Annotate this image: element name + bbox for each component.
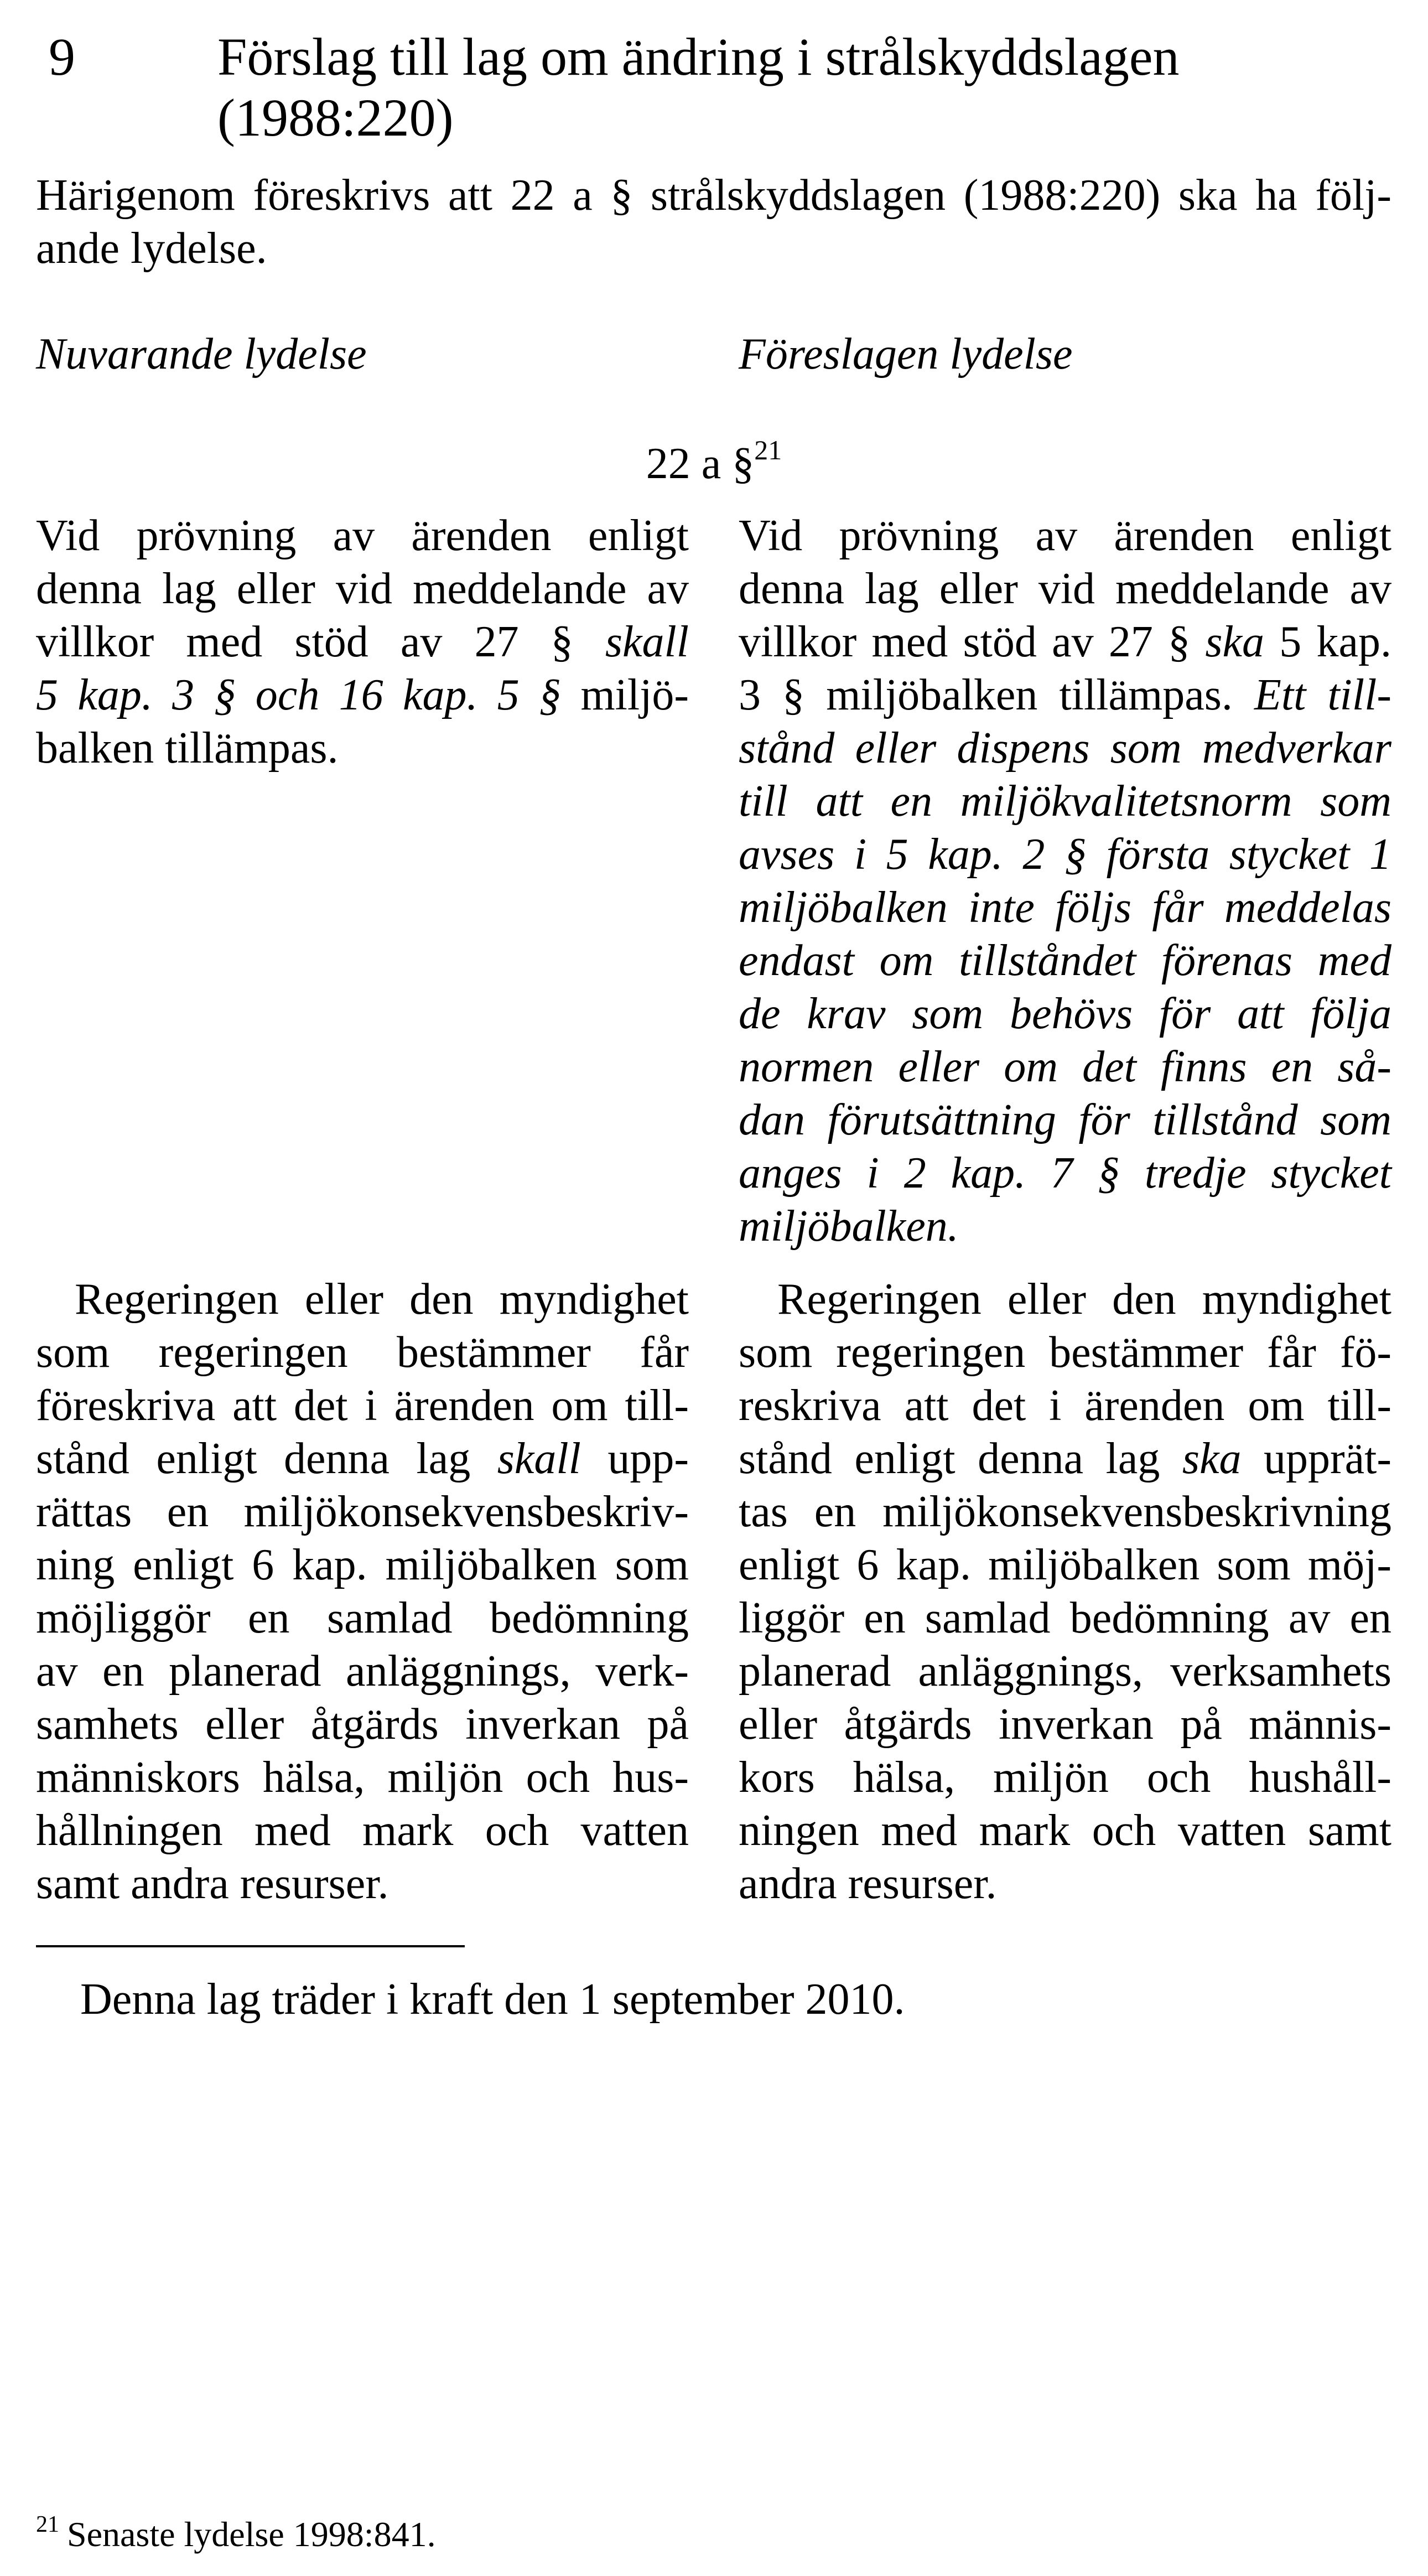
text-line: dan förutsättning för tillstånd som xyxy=(739,1096,1391,1144)
commencement-clause: Denna lag träder i kraft den 1 september 2010. xyxy=(80,1975,905,2024)
text-line xyxy=(739,1432,1391,1485)
text-line: denna lag eller vid meddelande av xyxy=(739,564,1391,613)
text-line: som regeringen bestämmer får xyxy=(36,1328,689,1377)
text-line: miljöbalken. xyxy=(739,1202,959,1251)
text-run: upprät- xyxy=(1241,1434,1392,1483)
text-line: föreskriva att det i ärenden om till- xyxy=(36,1381,689,1430)
text-run: villkor med stöd av 27 § xyxy=(739,618,1206,666)
text-line: ning enligt 6 kap. miljöbalken som xyxy=(36,1541,689,1589)
text-line: kors hälsa, miljön och hushåll- xyxy=(739,1753,1391,1802)
text-line: avses i 5 kap. 2 § första stycket 1 xyxy=(739,830,1391,879)
text-line xyxy=(739,615,1391,668)
section-title-line-1: Förslag till lag om ändring i strålskyddslagen xyxy=(217,27,1180,86)
text-line: miljöbalken inte följs får meddelas xyxy=(739,883,1391,932)
text-line: hållningen med mark och vatten xyxy=(36,1806,689,1855)
proposed-paragraph-2 xyxy=(739,1273,1391,1910)
text-run: 5 kap. xyxy=(1264,618,1392,666)
text-line: Regeringen eller den myndighet xyxy=(777,1275,1391,1324)
intro-line: ande lydelse. xyxy=(36,224,267,273)
text-line: Regeringen eller den myndighet xyxy=(75,1275,689,1324)
text-line: anges i 2 kap. 7 § tredje stycket xyxy=(739,1149,1391,1198)
intro-paragraph xyxy=(36,169,1391,275)
proposed-paragraph-1 xyxy=(739,509,1391,1253)
text-line: normen eller om det finns en så- xyxy=(739,1043,1391,1091)
text-line: endast om tillståndet förenas med xyxy=(739,936,1391,985)
text-run: stånd enligt denna lag xyxy=(739,1434,1182,1483)
text-line xyxy=(36,1432,689,1485)
separator-rule xyxy=(36,1945,465,1947)
text-line: samt andra resurser. xyxy=(36,1859,389,1908)
text-line: balken tillämpas. xyxy=(36,724,339,773)
text-line: planerad anläggnings, verksamhets xyxy=(739,1647,1391,1696)
italic-run: ska xyxy=(1205,618,1265,666)
text-line: de krav som behövs för att följa xyxy=(739,989,1391,1038)
text-line: andra resurser. xyxy=(739,1859,997,1908)
proposed-wording-header: Föreslagen lydelse xyxy=(739,330,1073,379)
text-line: människors hälsa, miljön och hus- xyxy=(36,1753,689,1802)
footnote-text: Senaste lydelse 1998:841. xyxy=(67,2515,436,2554)
italic-run: ska xyxy=(1182,1434,1242,1483)
text-line: liggör en samlad bedömning av en xyxy=(739,1594,1391,1642)
text-line: enligt 6 kap. miljöbalken som möj- xyxy=(739,1541,1391,1589)
paragraph-mark-label: 22 a § xyxy=(646,439,755,488)
text-line: stånd eller dispens som medverkar xyxy=(739,724,1391,773)
text-line: som regeringen bestämmer får fö- xyxy=(739,1328,1391,1377)
text-line: till att en miljökvalitetsnorm som xyxy=(739,777,1391,826)
text-line: denna lag eller vid meddelande av xyxy=(36,564,689,613)
italic-run: Ett till- xyxy=(1254,671,1391,719)
text-run: villkor med stöd av 27 § xyxy=(36,618,605,666)
text-line: tas en miljökonsekvensbeskrivning xyxy=(739,1487,1391,1536)
intro-line: Härigenom föreskrivs att 22 a § strålskyddslagen (1988:220) ska ha följ- xyxy=(36,171,1391,220)
text-line xyxy=(36,668,689,722)
text-run: miljö- xyxy=(561,671,689,719)
section-number: 9 xyxy=(49,27,75,86)
italic-run: 5 kap. 3 § och 16 kap. 5 § xyxy=(36,671,562,719)
italic-run: skall xyxy=(605,618,689,666)
text-line: ningen med mark och vatten samt xyxy=(739,1806,1391,1855)
text-line: möjliggör en samlad bedömning xyxy=(36,1594,689,1642)
text-line: eller åtgärds inverkan på männis- xyxy=(739,1700,1391,1749)
current-paragraph-2 xyxy=(36,1273,689,1910)
text-line xyxy=(36,615,689,668)
paragraph-mark xyxy=(0,434,1428,490)
current-wording-header: Nuvarande lydelse xyxy=(36,330,367,379)
section-title xyxy=(217,27,1324,148)
text-line: rättas en miljökonsekvensbeskriv- xyxy=(36,1487,689,1536)
text-run: 3 § miljöbalken tillämpas. xyxy=(739,671,1254,719)
text-line xyxy=(739,668,1391,722)
footnote-number: 21 xyxy=(36,2511,59,2537)
text-line: Vid prövning av ärenden enligt xyxy=(739,511,1391,560)
text-line: av en planerad anläggnings, verk- xyxy=(36,1647,689,1696)
current-paragraph-1 xyxy=(36,509,689,775)
text-run: stånd enligt denna lag xyxy=(36,1434,497,1483)
text-line: reskriva att det i ärenden om till- xyxy=(739,1381,1391,1430)
text-run: upp- xyxy=(580,1434,689,1483)
footnote-reference: 21 xyxy=(754,434,782,466)
text-line: samhets eller åtgärds inverkan på xyxy=(36,1700,689,1749)
text-line: Vid prövning av ärenden enligt xyxy=(36,511,689,560)
footnote xyxy=(36,2512,436,2557)
italic-run: skall xyxy=(497,1434,581,1483)
section-title-line-2: (1988:220) xyxy=(217,88,454,147)
